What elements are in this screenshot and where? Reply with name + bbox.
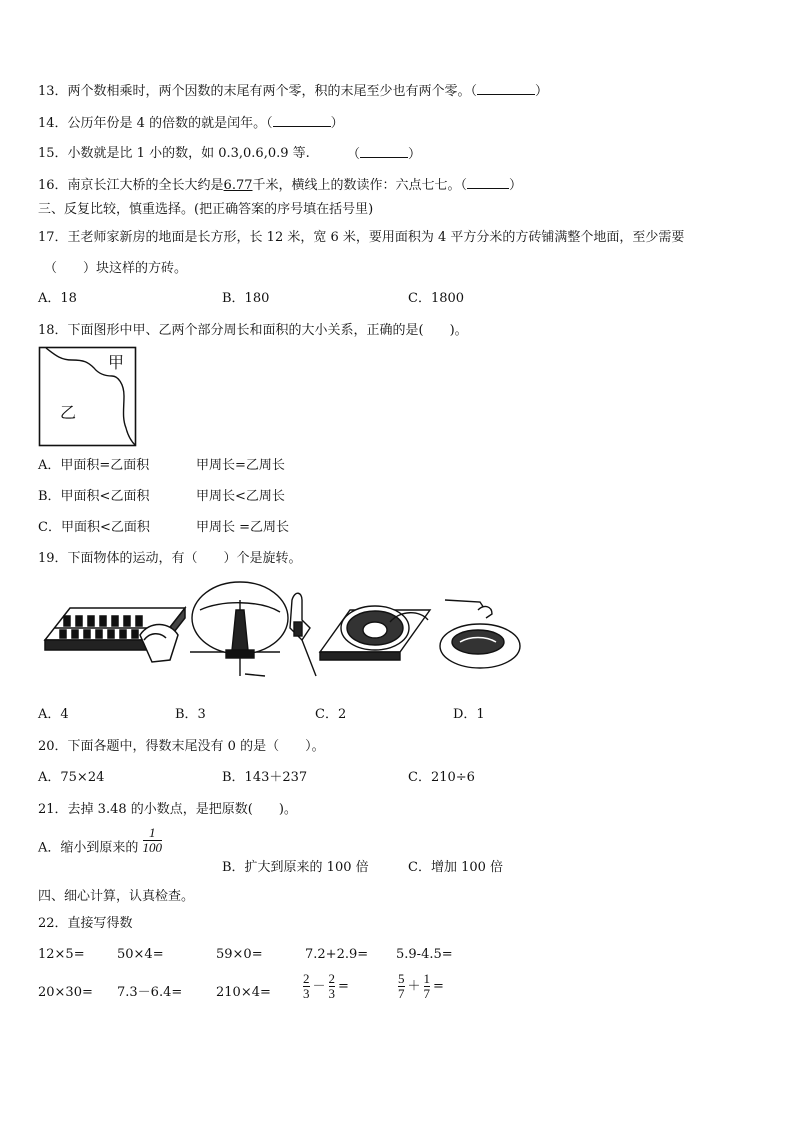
option-b[interactable]: B．143＋237 [222,770,308,785]
calc-item: 50×4= [117,947,164,962]
motion-pictures [40,580,530,680]
fraction [424,972,431,1001]
section-3-heading: 三、反复比较，慎重选择。(把正确答案的序号填在括号里) [38,202,374,217]
denominator: 3 [303,986,310,1001]
numerator: 2 [303,971,310,986]
calc-item: 5.9-4.5= [396,947,453,962]
fraction-denominator: 100 [142,840,163,855]
option-c[interactable]: C．2 [315,707,347,722]
question-13 [38,82,548,101]
calc-item: 20×30= [38,985,93,1000]
option-d[interactable]: D．1 [453,707,485,722]
option-a[interactable]: A．4 [38,707,69,722]
globe-icon [190,582,288,676]
answer-blank-14[interactable] [273,114,331,127]
calc-item: 59×0= [216,947,263,962]
abacus-icon [45,608,185,662]
calc-item: 7.3－6.4= [117,985,183,1000]
answer-blank-15[interactable] [360,145,408,158]
paren-close: ） [509,178,523,193]
fraction-one-hundredth [143,826,163,855]
numerator: 1 [423,971,431,986]
paren-open: （ [347,147,361,162]
question-15-paren [347,145,421,164]
section-4-heading: 四、细心计算，认真检查。 [38,889,195,904]
answer-blank-16[interactable] [467,176,509,189]
option-c[interactable]: C．增加 100 倍 [408,860,504,875]
question-20: 20．下面各题中，得数末尾没有 0 的是（ ）。 [38,739,325,754]
question-15-text: 15．小数就是比 1 小的数，如 0.3,0.6,0.9 等. [38,146,310,161]
label-jia: 甲 [108,353,125,372]
equals-sign: = [433,978,444,994]
fraction [398,972,405,1001]
answer-blank-13[interactable] [477,82,535,95]
option-c[interactable]: C．甲面积<乙面积 [38,520,150,535]
hand-icon [290,593,316,676]
option-a-perimeter: 甲周长=乙周长 [196,458,285,473]
underlined-number: 6.77 [223,178,253,193]
paren-close: ） [535,84,549,99]
calc-item: 7.2+2.9= [305,947,369,962]
question-15 [38,145,310,163]
paren-close: ） [408,147,422,162]
question-14 [38,114,344,133]
sink-icon [440,600,520,668]
question-16-text-a: 16．南京长江大桥的全长大约是 [38,178,224,193]
calc-item: 210×4= [216,985,271,1000]
calc-item: 12×5= [38,947,85,962]
option-b[interactable]: B．甲面积<乙面积 [38,489,150,504]
question-16-text-b: 千米，横线上的数读作：六点七七。（ [252,178,468,193]
numerator: 5 [398,971,405,986]
fraction-addition [398,972,444,1001]
jia-yi-figure [38,346,138,448]
question-16 [38,176,522,195]
question-19: 19．下面物体的运动，有（ ）个是旋转。 [38,551,302,566]
denominator: 3 [328,986,336,1001]
fraction-subtraction [303,972,349,1001]
option-c[interactable]: C．1800 [408,291,465,306]
question-14-text: 14．公历年份是 4 的倍数的就是闰年。（ [38,116,273,131]
denominator: 7 [423,986,431,1001]
numerator: 2 [328,971,336,986]
option-b[interactable]: B．3 [175,707,206,722]
question-21: 21．去掉 3.48 的小数点，是把原数( )。 [38,802,297,817]
denominator: 7 [398,986,405,1001]
option-c-perimeter: 甲周长 =乙周长 [196,520,290,535]
fraction [329,972,336,1001]
option-b[interactable]: B．扩大到原来的 100 倍 [222,860,369,875]
option-a-text: A．缩小到原来的 [38,840,139,856]
equals-sign: = [338,978,349,994]
option-b[interactable]: B．180 [222,291,270,306]
fraction-numerator: 1 [149,825,156,840]
operator: ＋ [407,978,421,994]
option-c[interactable]: C．210÷6 [408,770,475,785]
option-a[interactable]: A．75×24 [38,770,105,785]
option-b-perimeter: 甲周长<乙周长 [196,489,285,504]
paren-close: ） [330,116,344,131]
question-22: 22．直接写得数 [38,916,133,931]
option-a[interactable] [38,825,163,863]
fraction [303,972,310,1001]
steering-wheel-icon [320,606,430,660]
label-yi: 乙 [60,403,77,422]
question-17-line-1: 17．王老师家新房的地面是长方形，长 12 米，宽 6 米，要用面积为 4 平方分米的方砖铺满整个地面，至少需要 [38,230,685,245]
question-18: 18．下面图形中甲、乙两个部分周长和面积的大小关系，正确的是( )。 [38,323,468,338]
option-a[interactable]: A．18 [38,291,77,306]
operator: － [312,978,326,994]
question-17-line-2: （ ）块这样的方砖。 [44,261,188,276]
question-13-text: 13．两个数相乘时，两个因数的末尾有两个零，积的末尾至少也有两个零。（ [38,84,478,99]
option-a[interactable]: A．甲面积=乙面积 [38,458,150,473]
